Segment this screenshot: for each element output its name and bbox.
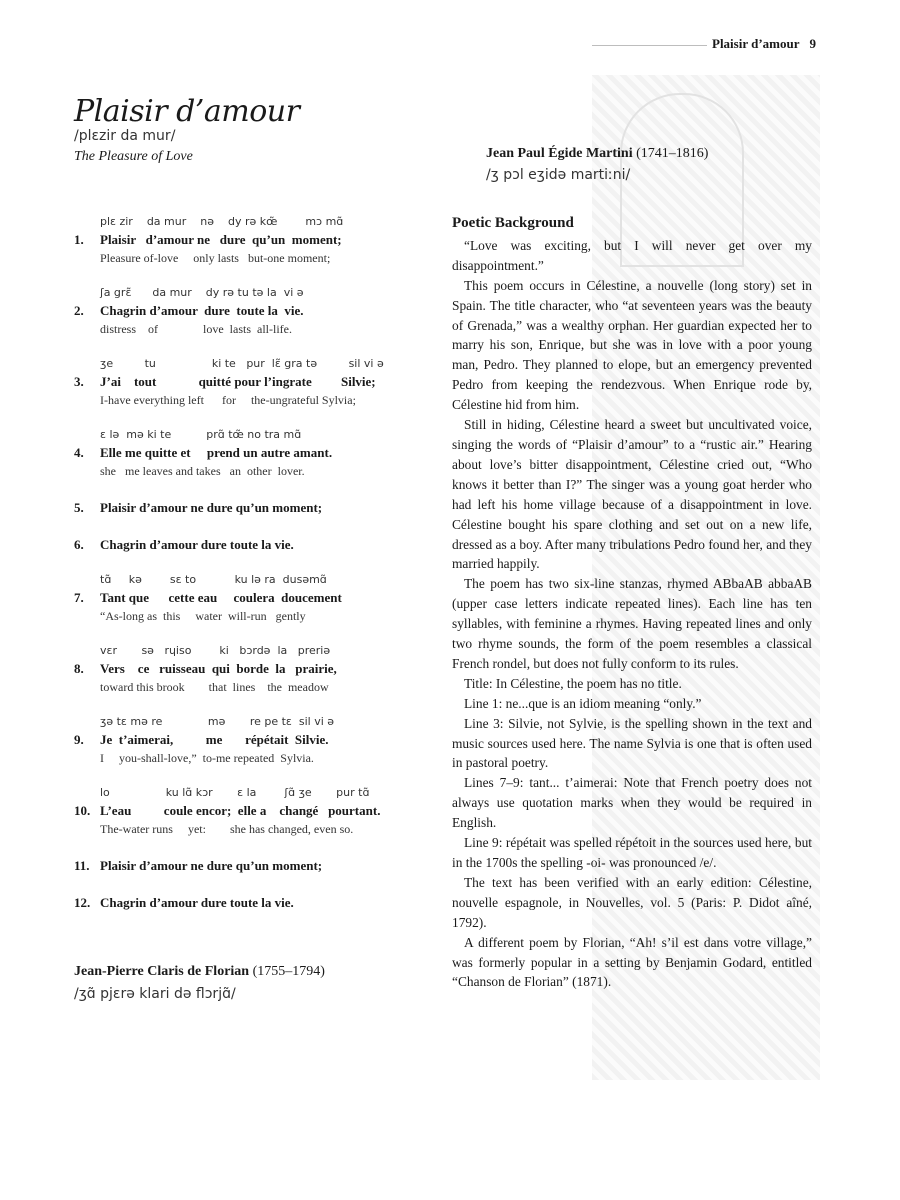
song-title: Plaisir d’amour: [74, 94, 300, 129]
poem-line-ipa: tɑ̃ kə sɛ to ku lə ra dusəmɑ̃: [100, 573, 327, 586]
poem-line-number: 5.: [74, 500, 84, 515]
background-body: [452, 236, 812, 992]
poem-line-french: [74, 372, 434, 391]
poem-line-french-text: J’ai tout quitté pour l’ingrate Silvie;: [100, 374, 376, 389]
poem-line-french: [74, 443, 434, 462]
background-paragraph: This poem occurs in Célestine, a nouvelle (long story) set in Spain. The title character, who “at seventeen years was the beauty of Grenada,” was a wealthy orphan. Her guardian expected her to marry his son, Enrique, but she was in love with a poor young man, Pedro. They planned to elope, but an emergency prevented Pedro from keeping the rendezvous. When Enrique rode by, Célestine hid from him.: [452, 277, 812, 413]
poem-line-french: [74, 588, 434, 607]
poem-line: [74, 285, 434, 339]
poem-line-english: toward this brook that lines the meadow: [100, 680, 329, 694]
poem-line-ipa: lo ku lɑ̃ kɔr ɛ la ʃɑ̃ ʒe pur tɑ̃: [100, 786, 370, 799]
poem-line: [74, 356, 434, 410]
song-title-translation: The Pleasure of Love: [74, 149, 193, 164]
poem-line-french-text: Chagrin d’amour dure toute la vie.: [100, 537, 294, 552]
poetic-background: [452, 214, 812, 992]
poem-line-english: I-have everything left for the-ungrateful Sylvia;: [100, 393, 356, 407]
song-title-ipa: /plɛzir da mur/: [74, 128, 176, 144]
poet-name: Jean-Pierre Claris de Florian: [74, 964, 250, 979]
page-number: 9: [809, 36, 817, 51]
background-paragraph: Title: In Célestine, the poem has no title.: [464, 675, 682, 691]
poem-line-number: 11.: [74, 858, 90, 873]
poem-line-french: [74, 301, 434, 320]
poem-line-ipa: ɛ lə mə ki te prɑ̃ tœ̃ no tra mɑ̃: [100, 428, 302, 441]
background-paragraph: Line 1: ne...que is an idiom meaning “only.”: [464, 695, 702, 711]
poem-line-french: [74, 893, 434, 912]
poem-line-number: 10.: [74, 803, 91, 818]
poem-line-french: [74, 230, 434, 249]
running-head-title: Plaisir d’amour: [712, 36, 800, 51]
poem-line-english: I you-shall-love,” to-me repeated Sylvia.: [100, 751, 314, 765]
poem-line-french: [74, 856, 434, 875]
poem-line-french: [74, 730, 434, 749]
poem-line: [74, 572, 434, 626]
background-paragraph: “Love was exciting, but I will never get over my disappointment.”: [452, 237, 812, 273]
running-head: [712, 36, 816, 52]
poet: [74, 964, 325, 980]
poem-line-number: 7.: [74, 590, 84, 605]
background-paragraph: The poem has two six-line stanzas, rhymed ABbaAB abbaAB (upper case letters indicate repeated lines). Each line has ten syllables, with feminine a rhymes. Having repeated lines and only two rhyme sounds, the form of the poem resembles a classical French rondel, but does not fully conform to its rules.: [452, 576, 812, 671]
poem-line-french-text: Plaisir d’amour ne dure qu’un moment;: [100, 232, 342, 247]
poem-line-french-text: Plaisir d’amour ne dure qu’un moment;: [100, 858, 323, 873]
background-paragraph: Line 9: répétait was spelled répétoit in the sources used here, but in the 1700s the spelling -oi- was pronounced /e/.: [452, 835, 812, 870]
poem-line-number: 4.: [74, 445, 84, 460]
composer-name: Jean Paul Égide Martini: [486, 146, 633, 161]
poem-line-number: 3.: [74, 374, 84, 389]
poem-line-french: [74, 659, 434, 678]
poem-line-english: The-water runs yet: she has changed, even so.: [100, 822, 354, 836]
background-heading: Poetic Background: [452, 215, 574, 231]
background-paragraph: The text has been verified with an early edition: Célestine, nouvelle espagnole, in Nouvelles, vol. 5 (Paris: P. Didot aîné, 1792).: [452, 874, 812, 930]
poem-line-ipa: ʃa grɛ̃ da mur dy rə tu tə la vi ə: [100, 286, 304, 299]
poem-line-french-text: Je t’aimerai, me répétait Silvie.: [100, 732, 329, 747]
poem-text: [74, 214, 434, 930]
poem-line-number: 8.: [74, 661, 84, 676]
poem-line-french: [74, 498, 434, 517]
poem-line-french-text: Chagrin d’amour dure toute la vie.: [100, 303, 304, 318]
background-paragraph: Lines 7–9: tant... t’aimerai: Note that French poetry does not always use quotation marks when they would be required in English.: [452, 775, 812, 831]
poem-line-french-text: Vers ce ruisseau qui borde la prairie,: [100, 661, 337, 676]
poem-line-number: 9.: [74, 732, 84, 747]
poem-line: [74, 427, 434, 481]
poem-line: [74, 214, 434, 268]
poem-line-french-text: L’eau coule encor; elle a changé pourtant.: [100, 803, 381, 818]
poem-line: [74, 535, 434, 554]
composer-dates: (1741–1816): [636, 146, 709, 161]
poem-line-english: Pleasure of-love only lasts but-one moment;: [100, 251, 331, 265]
poem-line-english: distress of love lasts all-life.: [100, 322, 292, 336]
poem-line: [74, 643, 434, 697]
background-paragraph: Line 3: Silvie, not Sylvie, is the spelling shown in the text and music sources used here. The name Sylvia is one that is often used in pastoral poetry.: [452, 715, 812, 771]
background-paragraph: A different poem by Florian, “Ah! s’il est dans votre village,” was formerly popular in a setting by Benjamin Godard, entitled “Chanson de Florian” (1871).: [452, 934, 812, 990]
poet-dates: (1755–1794): [252, 964, 325, 979]
poem-line-french-text: Plaisir d’amour ne dure qu’un moment;: [100, 500, 323, 515]
poem-line-ipa: ʒe tu ki te pur lɛ̃ gra tə sil vi ə: [100, 357, 384, 370]
poem-line-ipa: ʒə tɛ mə re mə re pe tɛ sil vi ə: [100, 715, 335, 728]
poem-line-number: 6.: [74, 537, 84, 552]
poem-line: [74, 498, 434, 517]
background-paragraph: Still in hiding, Célestine heard a sweet but uncultivated voice, singing the words of “Plaisir d’amour” to a “rustic air.” Hearing about love’s bitter disappointment, Célestine cried out, “Who knows it better than I?” The singer was a young goat herder who had left his home village because of a disappointment in love. Célestine bought his spare clothing and set out on a new life, dressed as a boy. After many tribulations Pedro found her, and they married happily.: [452, 417, 812, 572]
poem-line-english: “As-long as this water will-run gently: [100, 609, 306, 623]
poem-line-french-text: Elle me quitte et prend un autre amant.: [100, 445, 333, 460]
poem-line-french-text: Tant que cette eau coulera doucement: [100, 590, 342, 605]
composer-ipa: /ʒ pɔl eʒidə martiːni/: [486, 167, 631, 183]
header-rule: [592, 45, 707, 46]
poem-line: [74, 856, 434, 875]
poem-line: [74, 714, 434, 768]
poem-line: [74, 893, 434, 912]
poem-line-french: [74, 801, 434, 820]
poem-line: [74, 785, 434, 839]
poem-line-ipa: vɛr sə rɥiso ki bɔrdə la preriə: [100, 644, 331, 657]
poem-line-number: 1.: [74, 232, 84, 247]
poem-line-number: 12.: [74, 895, 91, 910]
poem-line-english: she me leaves and takes an other lover.: [100, 464, 305, 478]
poem-line-ipa: plɛ zir da mur nə dy rə kœ̃ mɔ mɑ̃: [100, 215, 344, 228]
poem-line-french: [74, 535, 434, 554]
poem-line-number: 2.: [74, 303, 84, 318]
poet-ipa: /ʒɑ̃ pjɛrə klari də flɔrjɑ̃/: [74, 986, 236, 1002]
composer: [486, 146, 708, 162]
poem-line-french-text: Chagrin d’amour dure toute la vie.: [100, 895, 294, 910]
